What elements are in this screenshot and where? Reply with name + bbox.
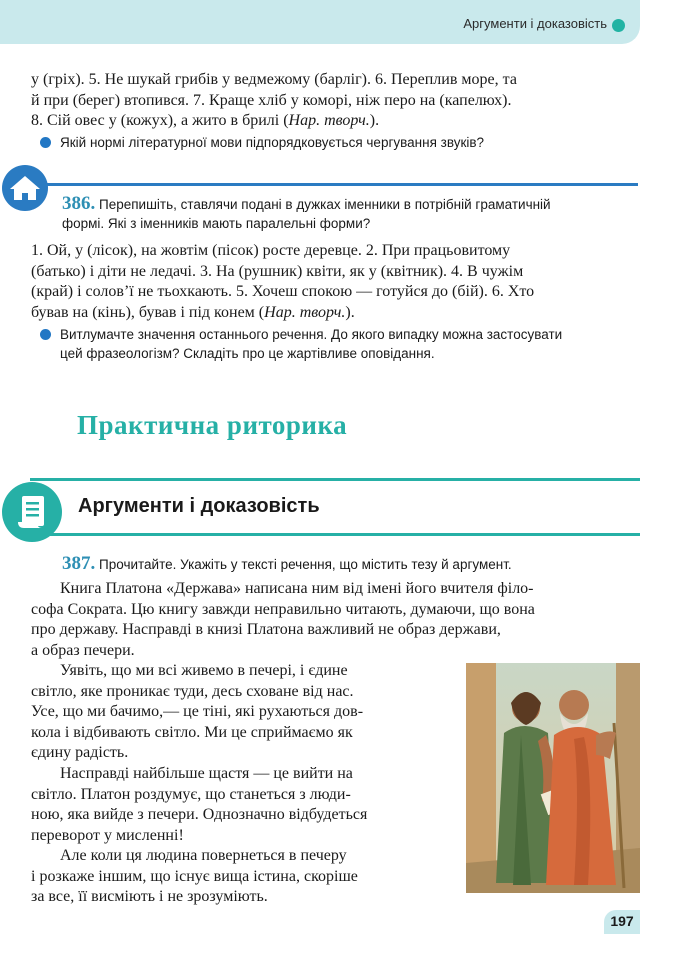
text-line: софа Сократа. Цю книгу завжди неправильно читають, думаючи, що вона: [31, 600, 535, 618]
exercise-number: 387.: [62, 553, 96, 574]
subsection-badge: [2, 482, 62, 542]
task-text: формі. Які з іменників мають паралельні форми?: [62, 216, 371, 231]
text-line: 8. Сій овес у (кожух), а жито в брилі (Нар. творч.).: [31, 112, 380, 129]
scroll-icon: [2, 482, 62, 542]
painting-illustration: [466, 663, 640, 893]
text-line: Уявіть, що ми всі живемо в печері, і єдине: [60, 662, 348, 679]
text-line: ною, яка вийде з печери. Однозначно відбудеться: [31, 806, 368, 823]
section-heading: Практична риторика: [77, 410, 348, 440]
text-line: (край) і солов’ї не тьохкають. 5. Хочеш спокою — готуйся до (бій). 6. Хто: [31, 283, 535, 300]
task-text: Прочитайте. Укажіть у тексті речення, що містить тезу й аргумент.: [99, 557, 512, 572]
exercise-386-task: [62, 194, 640, 233]
text-line: Але коли ця людина повернеться в печеру: [60, 847, 347, 864]
text-line: й при (берег) втопився. 7. Краще хліб у коморі, ніж перо на (капелюх).: [31, 91, 512, 109]
question-text: цей фразеологізм? Складіть про це жартівливе оповідання.: [60, 346, 435, 361]
subsection-divider-top: [30, 478, 640, 481]
exercise-386-text: [31, 241, 638, 323]
question-bullet: [40, 325, 640, 363]
homework-divider: [45, 183, 638, 186]
text-line: і розкаже іншим, що існує вища істина, скоріше: [31, 867, 358, 885]
text-line: а образ печери.: [31, 641, 135, 659]
exercise-387-task: [62, 554, 640, 574]
subsection-title: Аргументи і доказовість: [78, 495, 320, 517]
text-line: світло, яке проникає туди, десь сховане від нас.: [31, 682, 354, 700]
question-bullet: [40, 133, 640, 152]
task-text: Перепишіть, ставлячи подані в дужках іменники в потрібній граматичній: [99, 197, 551, 212]
house-icon: [2, 165, 48, 211]
question-text: Витлумачте значення останнього речення. До якого випадку можна застосувати: [60, 327, 563, 342]
text-line: Книга Платона «Держава» написана ним від імені його вчителя філо-: [60, 580, 534, 597]
text-line: 1. Ой, у (лісок), на жовтім (пісок) росте деревце. 2. При працьовитому: [31, 242, 511, 259]
homework-badge: [2, 165, 48, 211]
paragraph-1: [31, 579, 638, 661]
text-line: Насправді найбільше щастя — це вийти на: [60, 765, 353, 782]
paragraph-2: [31, 661, 439, 764]
exercise-number: 386.: [62, 193, 96, 214]
question-text: Якій нормі літературної мови підпорядковується чергування звуків?: [60, 135, 485, 150]
top-text: [31, 70, 638, 132]
text-line: (батько) і діти не ледачі. 3. На (рушник) квіти, як у (квітник). 4. В чужім: [31, 262, 524, 280]
header-dot-icon: [612, 19, 625, 32]
bullet-icon: [40, 329, 51, 340]
text-line: світло. Платон роздумує, що станеться з люди-: [31, 785, 351, 803]
text-line: Усе, що ми бачимо,— це тіні, які рухаються дов-: [31, 703, 364, 720]
text-line: про державу. Насправді в книзі Платона важливий не образ держави,: [31, 621, 501, 638]
page-number: 197: [610, 913, 634, 929]
text-line: кола і відбивають світло. Ми це сприймаємо як: [31, 723, 353, 741]
subsection-divider-bottom: [45, 533, 640, 536]
text-line: бував на (кінь), бував і під конем (Нар. творч.).: [31, 303, 355, 321]
bullet-icon: [40, 137, 51, 148]
text-line: за все, її висміють і не зрозуміють.: [31, 888, 268, 905]
paragraph-3: [31, 764, 439, 846]
header-title: Аргументи і доказовість: [463, 16, 607, 31]
text-line: переворот у мисленні!: [31, 826, 184, 844]
paragraph-4: [31, 846, 439, 908]
painting-plato-socrates-icon: [466, 663, 640, 893]
text-line: у (гріх). 5. Не шукай грибів у ведмежому (барліг). 6. Переплив море, та: [31, 71, 517, 88]
text-line: єдину радість.: [31, 744, 129, 761]
